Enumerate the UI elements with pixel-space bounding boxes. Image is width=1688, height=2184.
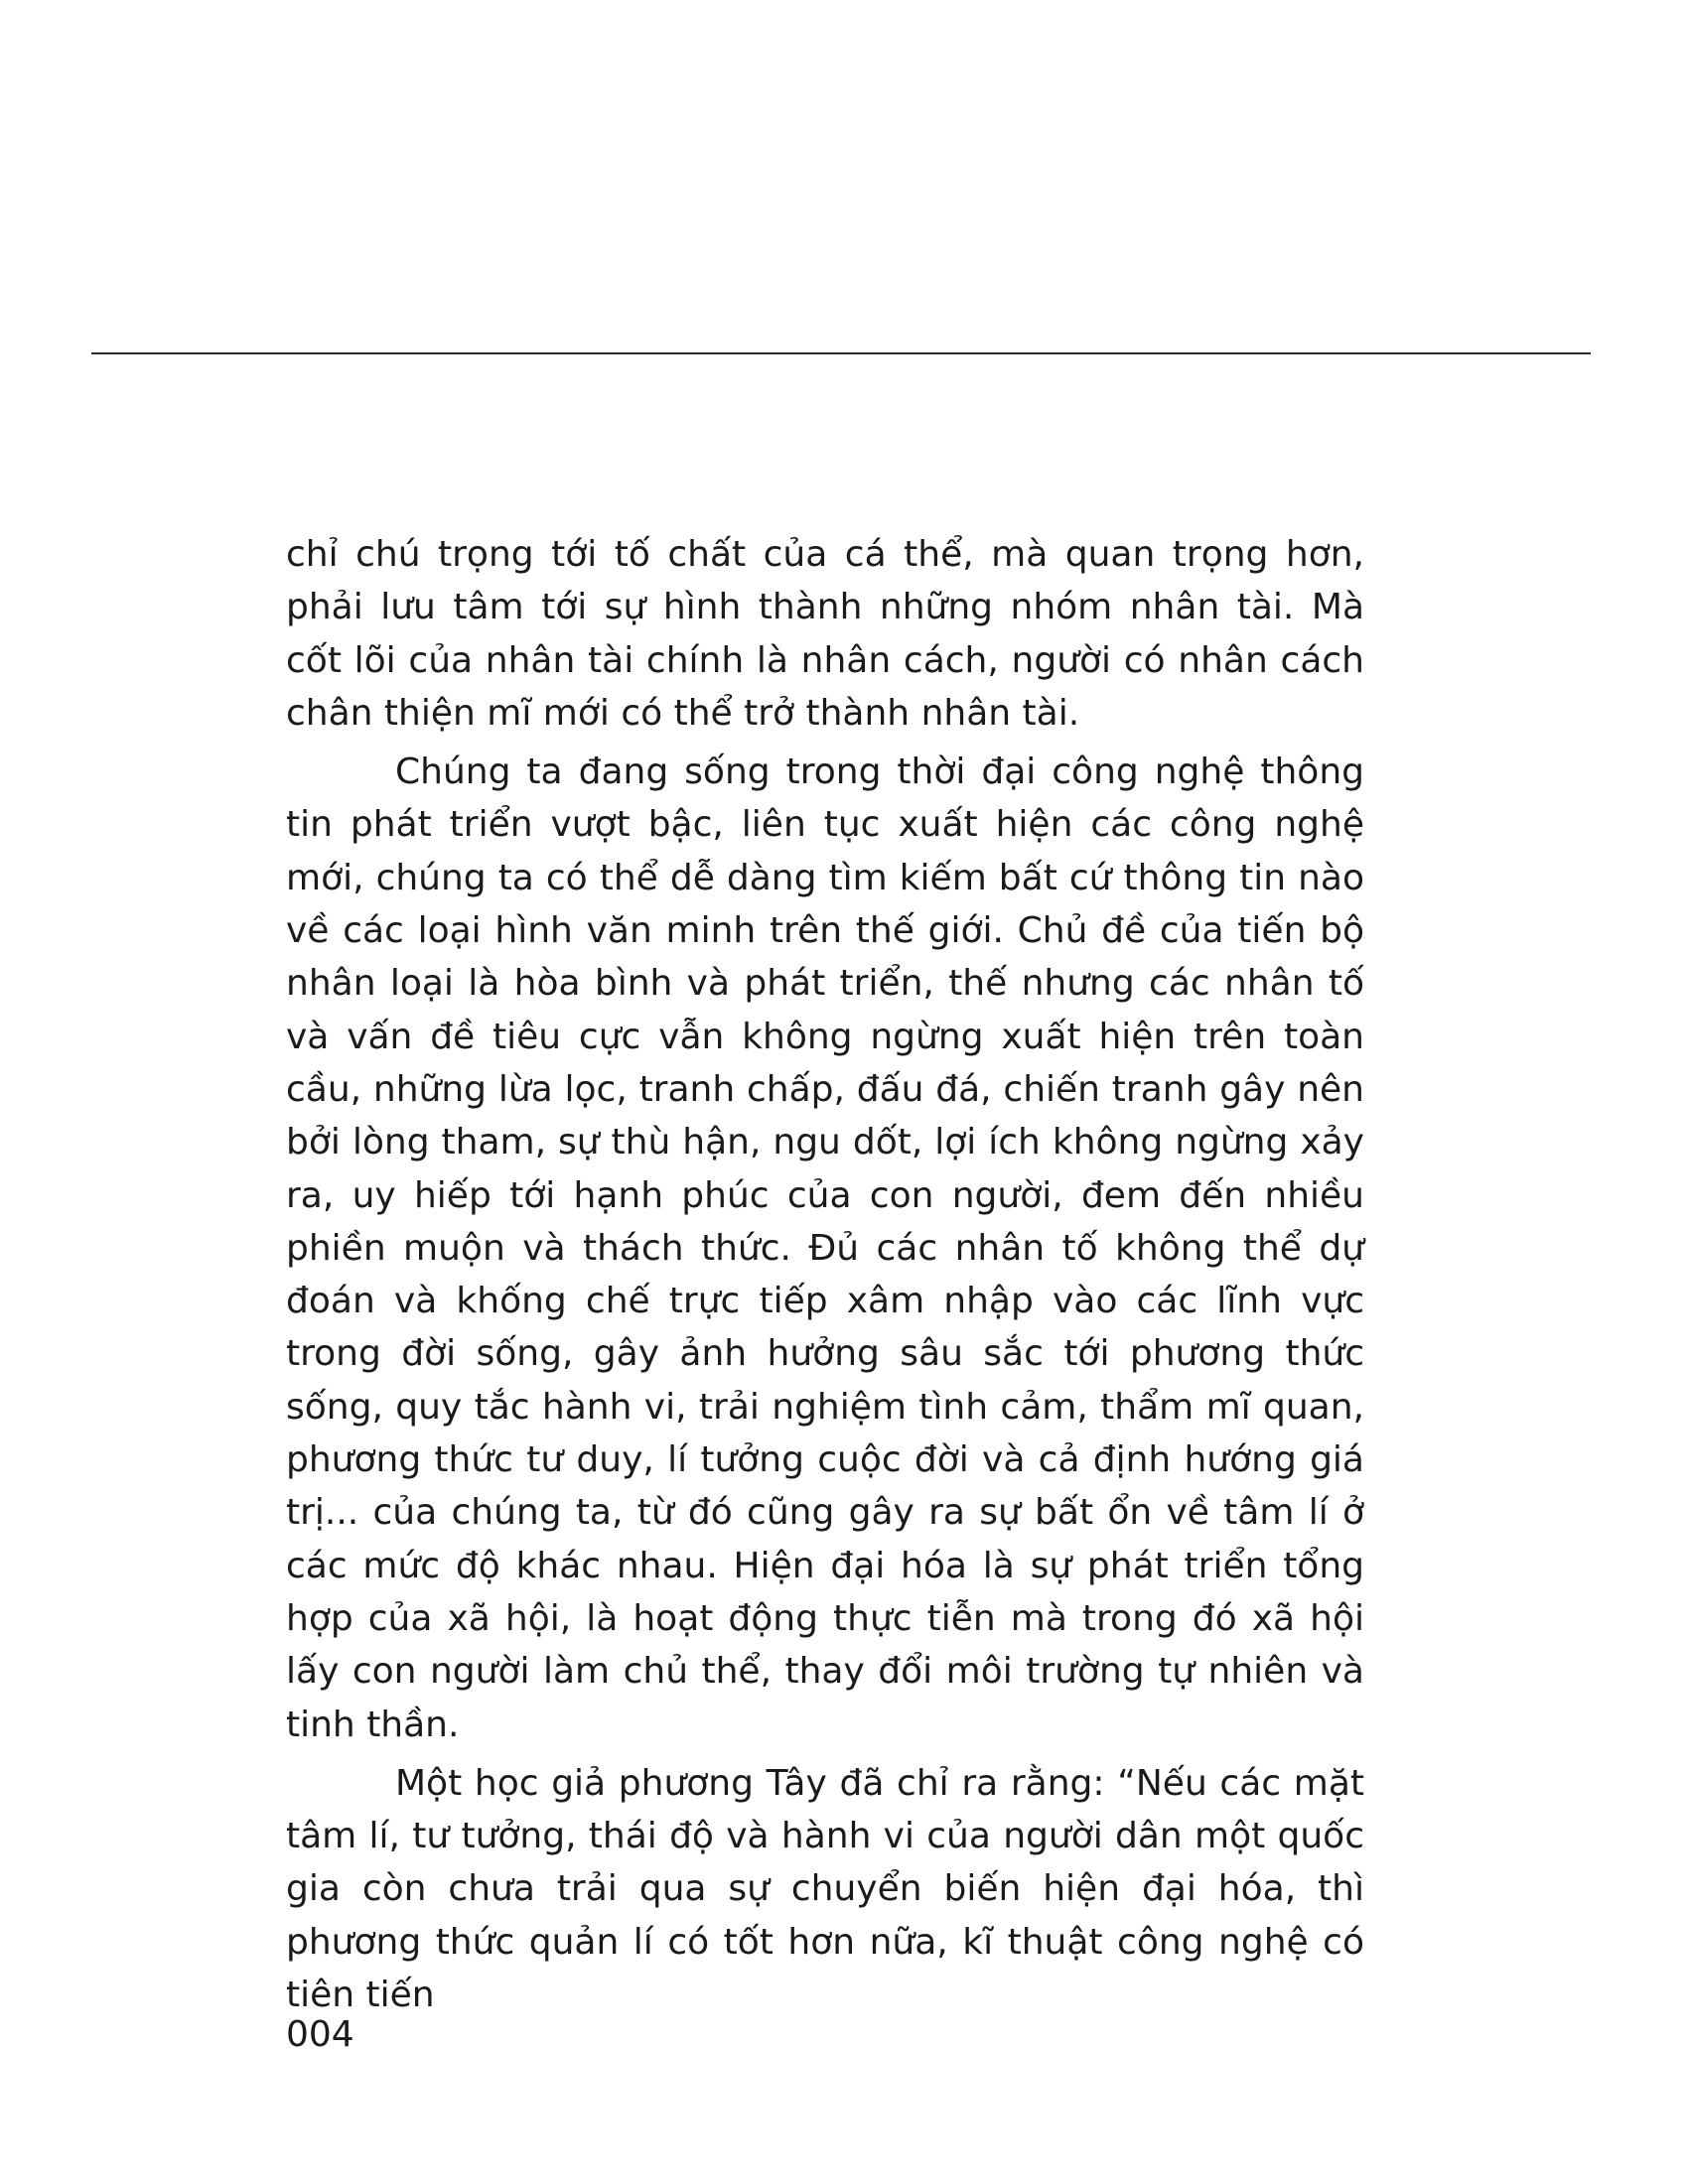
body-text <box>286 528 1364 2027</box>
paragraph-3: Một học giả phương Tây đã chỉ ra rằng: “Nếu các mặt tâm lí, tư tưởng, thái độ và hành vi của người dân một quốc gia còn chưa trải qua sự chuyển biến hiện đại hóa, thì phương thức quản lí có tốt hơn nữa, kĩ thuật công nghệ có tiên tiến <box>286 1762 1364 2016</box>
page-number: 004 <box>286 2014 354 2055</box>
paragraph-1: chỉ chú trọng tới tố chất của cá thể, mà quan trọng hơn, phải lưu tâm tới sự hình thành những nhóm nhân tài. Mà cốt lõi của nhân tài chính là nhân cách, người có nhân cách chân thiện mĩ mới có thể trở thành nhân tài. <box>286 534 1364 734</box>
header-rule <box>91 352 1591 354</box>
paragraph-2: Chúng ta đang sống trong thời đại công nghệ thông tin phát triển vượt bậc, liên tục xuất hiện các công nghệ mới, chúng ta có thể dễ dàng tìm kiếm bất cứ thông tin nào về các loại hình văn minh trên thế giới. Chủ đề của tiến bộ nhân loại là hòa bình và phát triển, thế nhưng các nhân tố và vấn đề tiêu cực vẫn không ngừng xuất hiện trên toàn cầu, những lừa lọc, tranh chấp, đấu đá, chiến tranh gây nên bởi lòng tham, sự thù hận, ngu dốt, lợi ích không ngừng xảy ra, uy hiếp tới hạnh phúc của con người, đem đến nhiều phiền muộn và thách thức. Đủ các nhân tố không thể dự đoán và khống chế trực tiếp xâm nhập vào các lĩnh vực trong đời sống, gây ảnh hưởng sâu sắc tới phương thức sống, quy tắc hành vi, trải nghiệm tình cảm, thẩm mĩ quan, phương thức tư duy, lí tưởng cuộc đời và cả định hướng giá trị... của chúng ta, từ đó cũng gây ra sự bất ổn về tâm lí ở các mức độ khác nhau. Hiện đại hóa là sự phát triển tổng hợp của xã hội, là hoạt động thực tiễn mà trong đó xã hội lấy con người làm chủ thể, thay đổi môi trường tự nhiên và tinh thần. <box>286 751 1364 1745</box>
